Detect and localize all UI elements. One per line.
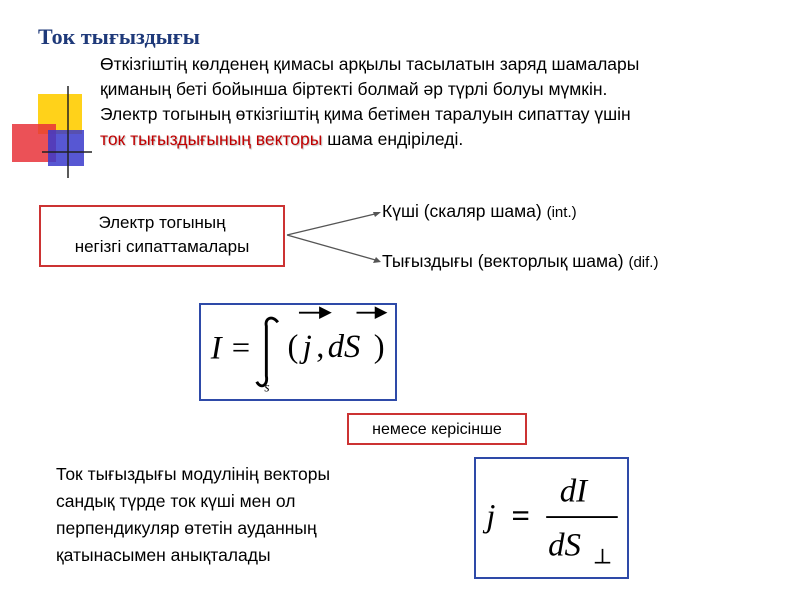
- box-line: Электр тогының: [98, 213, 226, 232]
- formula-derivative: [476, 459, 627, 577]
- formula-comma: ,: [316, 328, 325, 365]
- note-line: сандық түрде ток күші мен ол: [56, 491, 296, 511]
- formula-denominator: dS: [548, 527, 581, 564]
- branch-label: Күші (скаляр шама): [382, 201, 542, 221]
- note-line: перпендикуляр өтетін ауданның: [56, 518, 317, 538]
- branch-tag: (dif.): [628, 254, 659, 271]
- formula-integral: [201, 305, 395, 399]
- formula-numerator: dI: [559, 473, 588, 510]
- formula-paren: (: [287, 328, 299, 365]
- box-line: негізгі сипаттамалары: [74, 237, 250, 256]
- formula-eq: =: [511, 498, 531, 535]
- branch-tag: (int.): [546, 204, 577, 221]
- decorative-squares: [12, 86, 92, 178]
- note-line: қатынасымен анықталады: [56, 545, 271, 565]
- branch-arrows: [285, 205, 385, 265]
- intro-line: [100, 127, 790, 152]
- branch-magnitude: [382, 201, 577, 222]
- formula-perp-subscript: ⊥: [592, 544, 613, 569]
- formula-subscript: s: [264, 379, 270, 395]
- formula-lhs: j: [486, 498, 496, 535]
- intro-line: қиманың беті бойынша біртекті болмай әр түрлі болуы мүмкін.: [100, 79, 608, 99]
- highlight-term: ток тығыздығының векторы: [100, 129, 323, 149]
- note-line: Ток тығыздығы модулінің векторы: [56, 464, 331, 484]
- slide-title: Ток тығыздығы: [38, 24, 200, 49]
- formula-integral-box: [199, 303, 397, 401]
- main-characteristics-box: [39, 205, 285, 267]
- formula-derivative-box: [474, 457, 629, 579]
- or-vice-versa-box: немесе керісінше: [347, 413, 527, 445]
- intro-line-rest: шама ендіріледі.: [322, 129, 464, 149]
- intro-line: Өткізгіштің көлденең қимасы арқылы тасылатын заряд шамалары: [100, 54, 640, 74]
- vector-arrow-icon: [299, 308, 385, 318]
- formula-vec-ds: dS: [327, 328, 361, 365]
- formula-vec-j: j: [302, 328, 312, 365]
- intro-line: Электр тогының өткізгіштің қима бетімен таралуын сипаттау үшін: [100, 104, 631, 124]
- integral-sign-icon: [257, 318, 278, 386]
- intro-paragraph: [100, 52, 790, 152]
- note-paragraph: [56, 461, 436, 569]
- formula-eq: =: [231, 330, 251, 367]
- formula-paren: ): [373, 328, 385, 365]
- branch-density: [382, 251, 658, 272]
- formula-lhs: I: [210, 330, 222, 367]
- branch-label: Тығыздығы (векторлық шама): [382, 251, 624, 271]
